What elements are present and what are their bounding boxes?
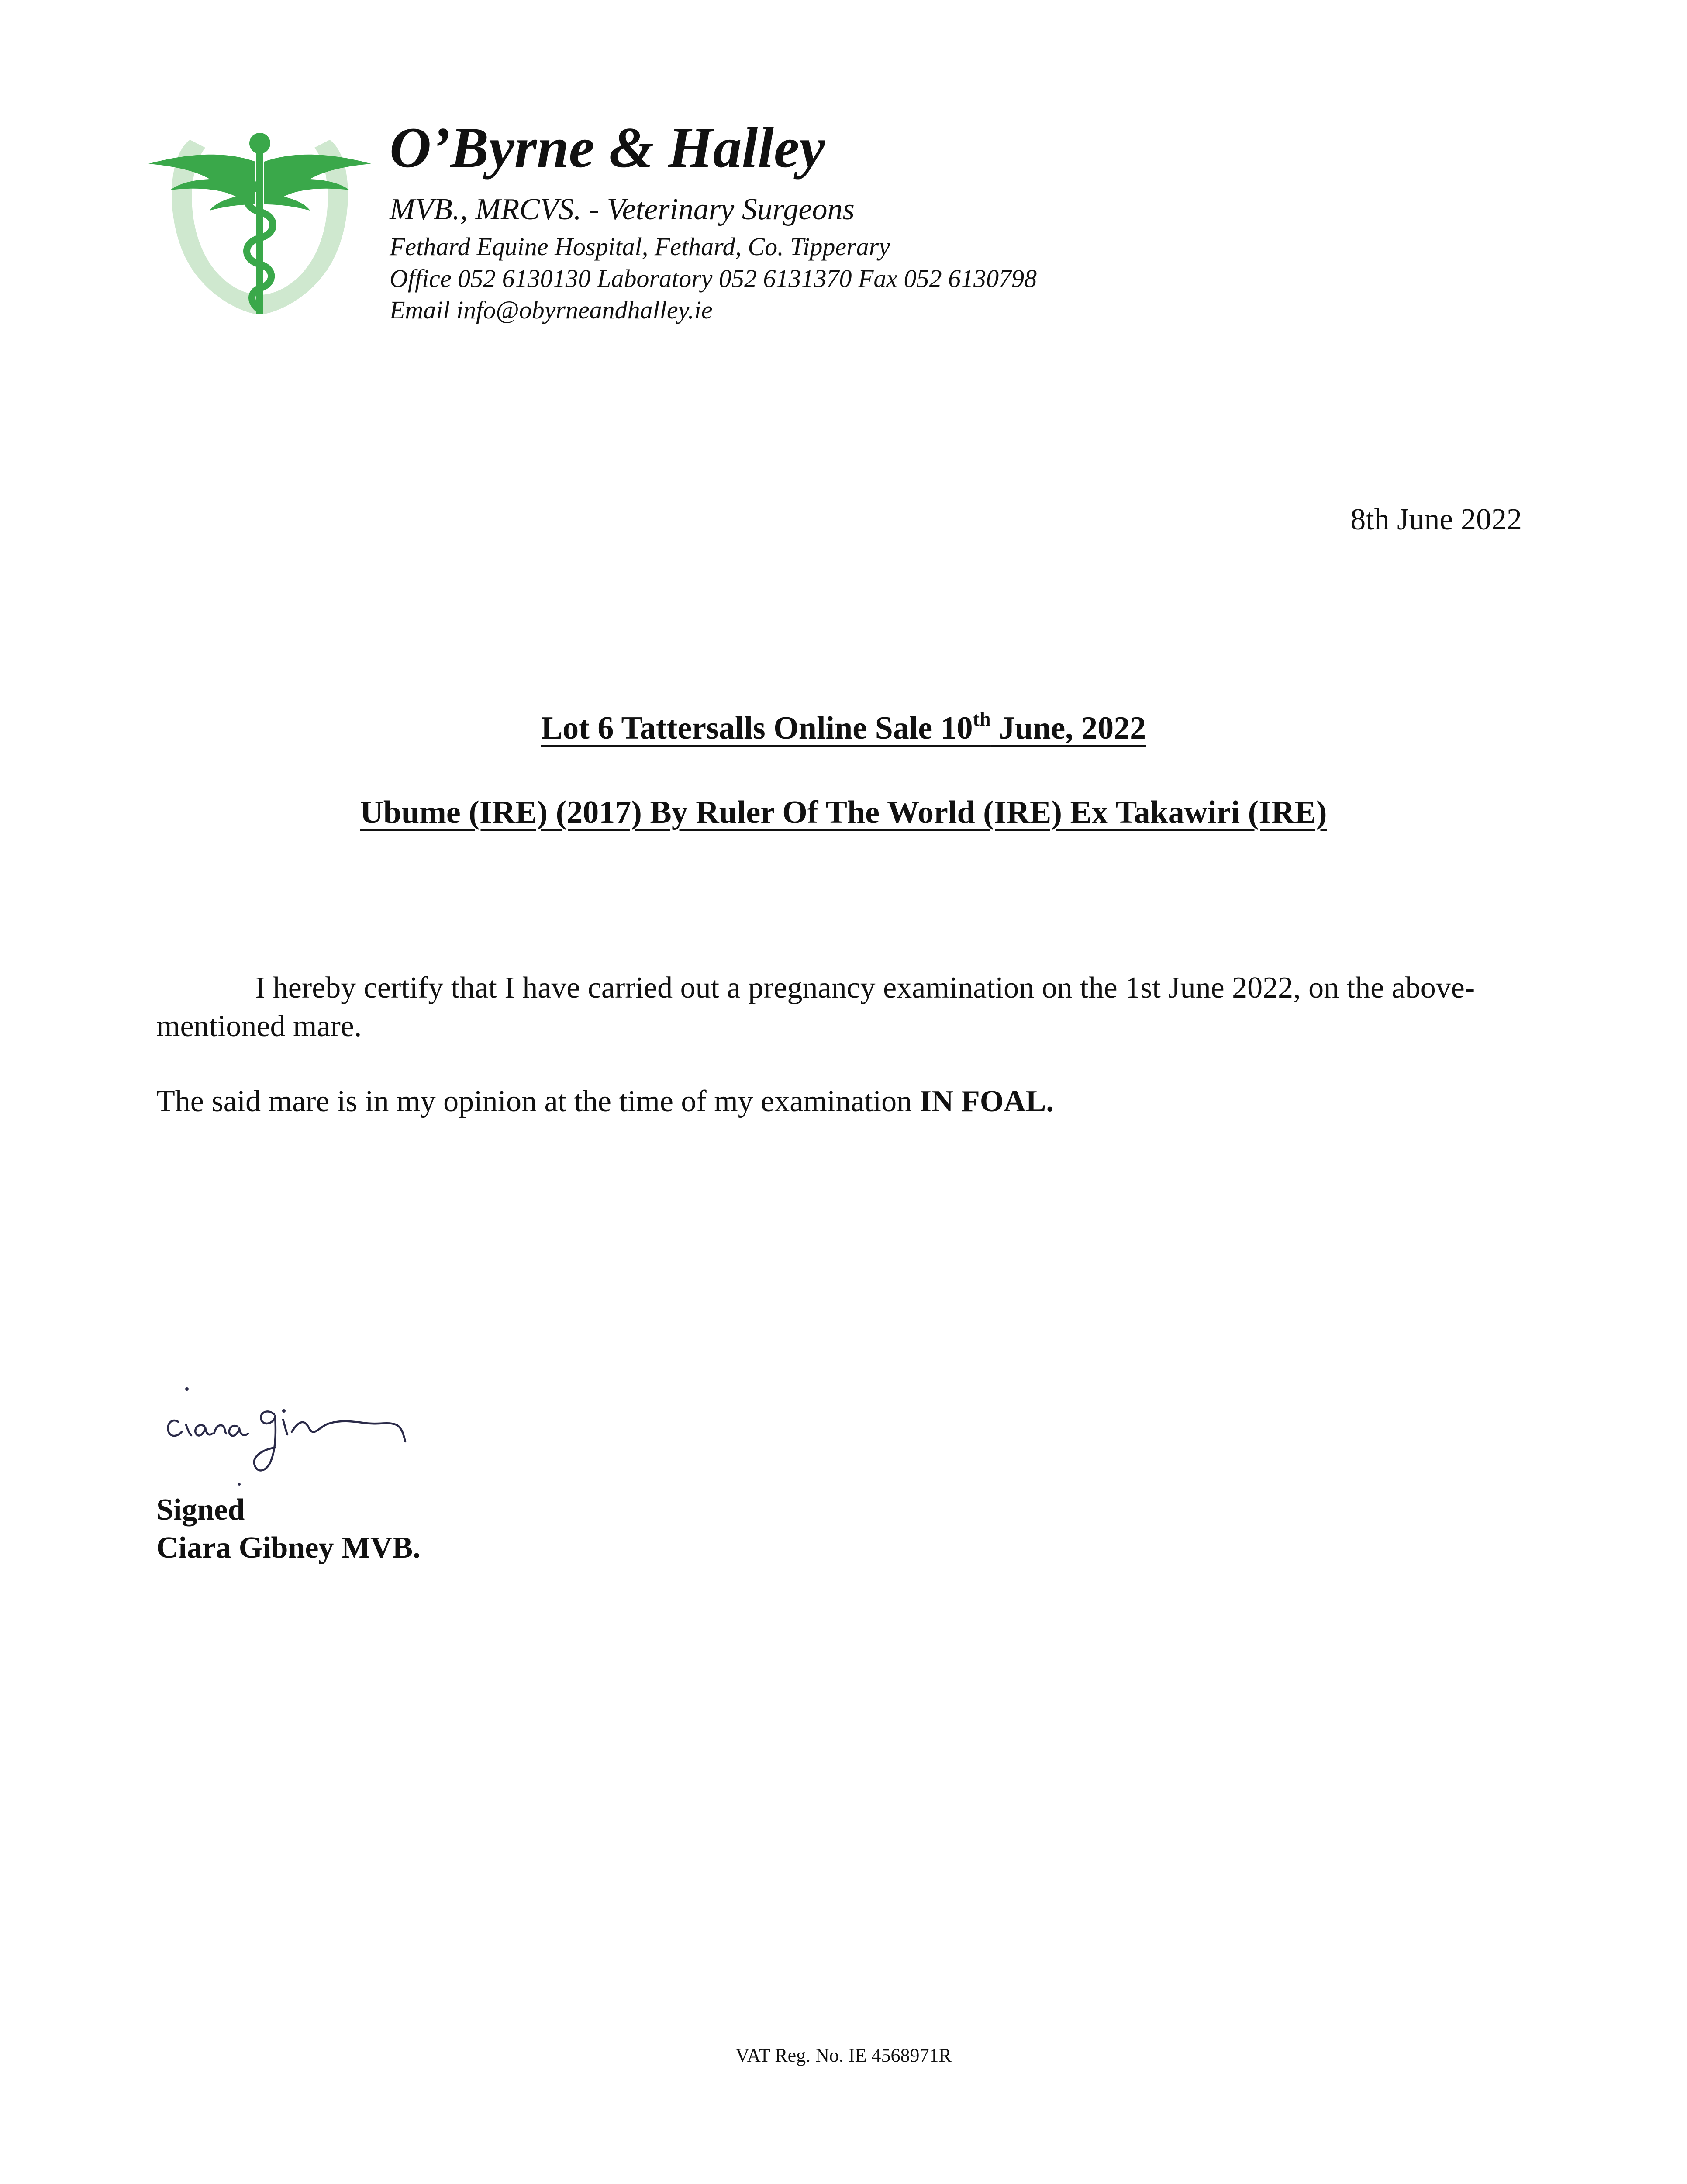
lot-heading-suffix: June, 2022 — [990, 710, 1146, 746]
vat-registration: VAT Reg. No. IE 4568971R — [735, 2045, 952, 2066]
lot-heading-ordinal: th — [973, 708, 991, 730]
firm-qualifications: MVB., MRCVS. - Veterinary Surgeons — [390, 193, 855, 226]
lot-heading — [0, 710, 1687, 747]
signed-label: Signed — [156, 1493, 245, 1527]
opinion-paragraph — [156, 1082, 1532, 1121]
handwritten-signature — [161, 1376, 431, 1489]
firm-name: O’Byrne & Halley — [390, 115, 825, 180]
letter-date: 8th June 2022 — [1350, 503, 1522, 536]
lot-heading-prefix: Lot 6 Tattersalls Online Sale 10 — [541, 710, 973, 746]
in-foal-result: IN FOAL. — [919, 1085, 1054, 1118]
firm-phone-numbers: Office 052 6130130 Laboratory 052 6131370 Fax 052 6130798 — [390, 264, 1037, 293]
firm-address: Fethard Equine Hospital, Fethard, Co. Tipperary — [390, 232, 890, 261]
firm-email: Email info@obyrneandhalley.ie — [390, 296, 713, 324]
certification-paragraph: I hereby certify that I have carried out a pregnancy examination on the 1st June 2022, on the above-mentioned mare. — [156, 971, 1475, 1043]
caduceus-horseshoe-logo-icon — [148, 131, 371, 328]
opinion-text: The said mare is in my opinion at the time of my examination — [156, 1085, 920, 1118]
signer-name: Ciara Gibney MVB. — [156, 1531, 421, 1565]
horse-heading: Ubume (IRE) (2017) By Ruler Of The World (IRE) Ex Takawiri (IRE) — [360, 795, 1327, 830]
